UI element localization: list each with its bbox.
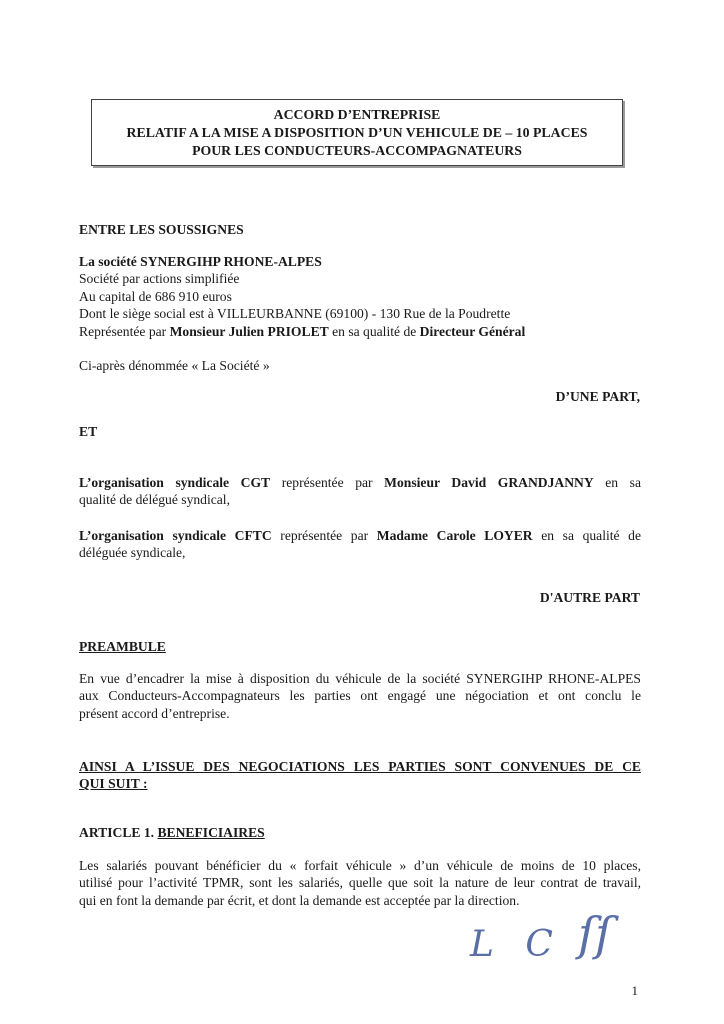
preamble-heading: PREAMBULE bbox=[79, 639, 166, 654]
company-block bbox=[79, 253, 641, 340]
preamble-paragraph bbox=[79, 670, 641, 722]
rep-prefix: Représentée par bbox=[79, 323, 170, 339]
union-cgt-org: L’organisation syndicale CGT bbox=[79, 475, 271, 490]
rep-title: Directeur Général bbox=[419, 323, 526, 339]
handwritten-initials-2: ſſ bbox=[578, 907, 613, 961]
company-representative bbox=[79, 323, 641, 340]
first-part-label: D’UNE PART, bbox=[555, 389, 640, 404]
company-alias: Ci-après dénommée « La Société » bbox=[79, 358, 270, 373]
article-1-title: BENEFICIAIRES bbox=[157, 825, 265, 840]
union-cftc-end: en sa qualité de bbox=[532, 528, 641, 543]
article-1-line-2: utilisé pour l’activité TPMR, sont les salariés, quelle que soit la nature de leur contrat de travail, bbox=[79, 875, 641, 891]
union-cftc-mid: représentée par bbox=[271, 528, 377, 543]
union-cgt-mid: représentée par bbox=[270, 475, 385, 490]
article-1-heading bbox=[79, 824, 641, 841]
union-cftc-org: L’organisation syndicale CFTC bbox=[79, 528, 272, 543]
union-cgt-name: Monsieur David GRANDJANNY bbox=[384, 475, 594, 490]
article-1-paragraph bbox=[79, 857, 641, 909]
union-cgt-paragraph bbox=[79, 474, 641, 509]
article-1-line-1: Les salariés pouvant bénéficier du « forfait véhicule » d’un véhicule de moins de 10 places, bbox=[79, 858, 641, 873]
company-seat: Dont le siège social est à VILLEURBANNE (69100) - 130 Rue de la Poudrette bbox=[79, 306, 511, 322]
agreement-heading bbox=[79, 758, 641, 793]
document-title-box bbox=[91, 99, 623, 166]
union-cgt-line-1 bbox=[79, 474, 641, 491]
article-1-line-3: qui en font la demande par écrit, et dont la demande est acceptée par la direction. bbox=[79, 892, 520, 908]
union-cftc-paragraph bbox=[79, 527, 641, 562]
handwritten-initials-1: L C bbox=[470, 924, 563, 965]
rep-name: Monsieur Julien PRIOLET bbox=[169, 323, 329, 339]
page-number: 1 bbox=[631, 983, 638, 998]
title-line-2: RELATIF A LA MISE A DISPOSITION D’UN VEHICULE DE – 10 PLACES bbox=[126, 125, 588, 140]
title-line-3: POUR LES CONDUCTEURS-ACCOMPAGNATEURS bbox=[192, 143, 522, 158]
company-name: La société SYNERGIHP RHONE-ALPES bbox=[79, 254, 322, 269]
and-label: ET bbox=[79, 424, 98, 439]
union-cftc-name: Madame Carole LOYER bbox=[376, 528, 533, 543]
union-cftc-line-2: déléguée syndicale, bbox=[79, 545, 186, 561]
rep-middle: en sa qualité de bbox=[328, 323, 420, 339]
article-1-prefix: ARTICLE 1. bbox=[79, 825, 158, 840]
preamble-line-2: aux Conducteurs-Accompagnateurs les parties ont engagé une négociation et ont conclu le bbox=[79, 688, 641, 704]
agreement-line-2: QUI SUIT : bbox=[79, 776, 148, 792]
company-form: Société par actions simplifiée bbox=[79, 271, 240, 287]
union-cftc-line-1 bbox=[79, 527, 641, 544]
company-capital: Au capital de 686 910 euros bbox=[79, 288, 232, 304]
preamble-line-3: présent accord d’entreprise. bbox=[79, 705, 230, 721]
union-cgt-line-2: qualité de délégué syndical, bbox=[79, 492, 230, 508]
parties-heading: ENTRE LES SOUSSIGNES bbox=[79, 222, 244, 237]
agreement-line-1: AINSI A L’ISSUE DES NEGOCIATIONS LES PARTIES SONT CONVENUES DE CE bbox=[79, 759, 641, 774]
title-line-1: ACCORD D’ENTREPRISE bbox=[273, 107, 441, 122]
union-cgt-end: en sa bbox=[593, 475, 642, 490]
other-part-label: D'AUTRE PART bbox=[539, 590, 640, 605]
preamble-line-1: En vue d’encadrer la mise à disposition du véhicule de la société SYNERGIHP RHONE-ALPES bbox=[79, 671, 641, 686]
